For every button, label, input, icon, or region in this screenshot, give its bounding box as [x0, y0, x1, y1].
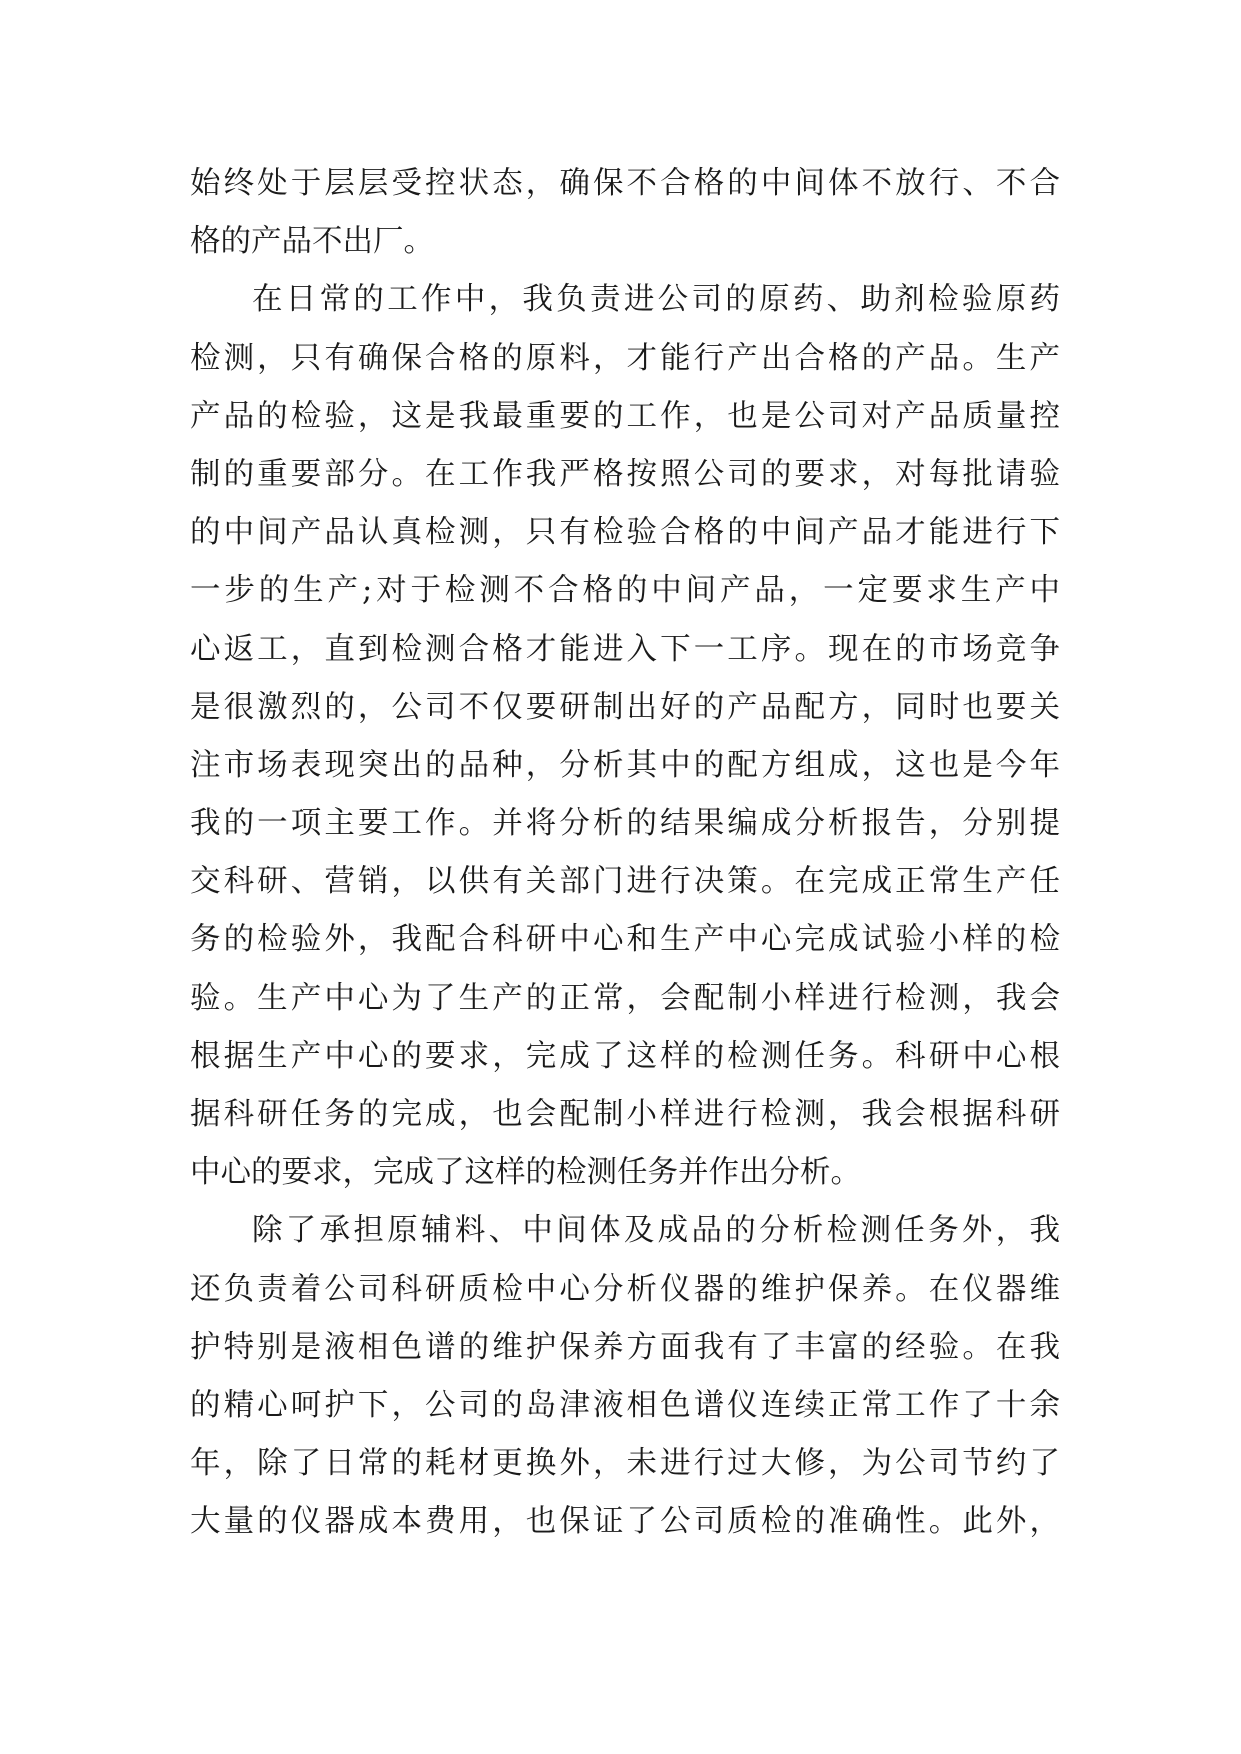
text-line: 据科研任务的完成，也会配制小样进行检测，我会根据科研	[190, 1097, 1060, 1132]
text-line: 心返工，直到检测合格才能进入下一工序。现在的市场竞争	[190, 631, 1060, 667]
text-line: 检测，只有确保合格的原料，才能行产出合格的产品。生产	[190, 340, 1060, 376]
text-line: 我的一项主要工作。并将分析的结果编成分析报告，分别提	[190, 806, 1060, 842]
text-line: 务的检验外，我配合科研中心和生产中心完成试验小样的检	[190, 922, 1060, 958]
text-line: 在日常的工作中，我负责进公司的原药、助剂检验原药	[252, 282, 1060, 318]
text-line: 年，除了日常的耗材更换外，未进行过大修，为公司节约了	[190, 1446, 1060, 1482]
text-line: 的精心呵护下，公司的岛津液相色谱仪连续正常工作了十余	[190, 1387, 1060, 1423]
text-line: 中心的要求，完成了这样的检测任务并作出分析。	[190, 1155, 861, 1191]
text-line: 护特别是液相色谱的维护保养方面我有了丰富的经验。在我	[190, 1329, 1060, 1365]
body-text	[190, 155, 1060, 1552]
text-line: 的中间产品认真检测，只有检验合格的中间产品才能进行下	[190, 515, 1060, 551]
text-line: 注市场表现突出的品种，分析其中的配方组成，这也是今年	[190, 747, 1060, 783]
text-line: 制的重要部分。在工作我严格按照公司的要求，对每批请验	[190, 456, 1060, 492]
text-line: 大量的仪器成本费用，也保证了公司质检的准确性。此外，	[190, 1504, 1060, 1540]
text-line: 格的产品不出厂。	[190, 224, 434, 260]
text-line: 交科研、营销，以供有关部门进行决策。在完成正常生产任	[190, 864, 1060, 900]
text-line: 除了承担原辅料、中间体及成品的分析检测任务外，我	[252, 1213, 1060, 1249]
text-line: 始终处于层层受控状态，确保不合格的中间体不放行、不合	[190, 166, 1060, 201]
text-line: 还负责着公司科研质检中心分析仪器的维护保养。在仪器维	[190, 1271, 1060, 1307]
text-line: 根据生产中心的要求，完成了这样的检测任务。科研中心根	[190, 1038, 1060, 1074]
text-line: 一步的生产;对于检测不合格的中间产品，一定要求生产中	[190, 573, 1060, 609]
text-line: 是很激烈的，公司不仅要研制出好的产品配方，同时也要关	[190, 689, 1060, 725]
text-line: 验。生产中心为了生产的正常，会配制小样进行检测，我会	[190, 980, 1060, 1016]
text-line: 产品的检验，这是我最重要的工作，也是公司对产品质量控	[190, 398, 1060, 434]
